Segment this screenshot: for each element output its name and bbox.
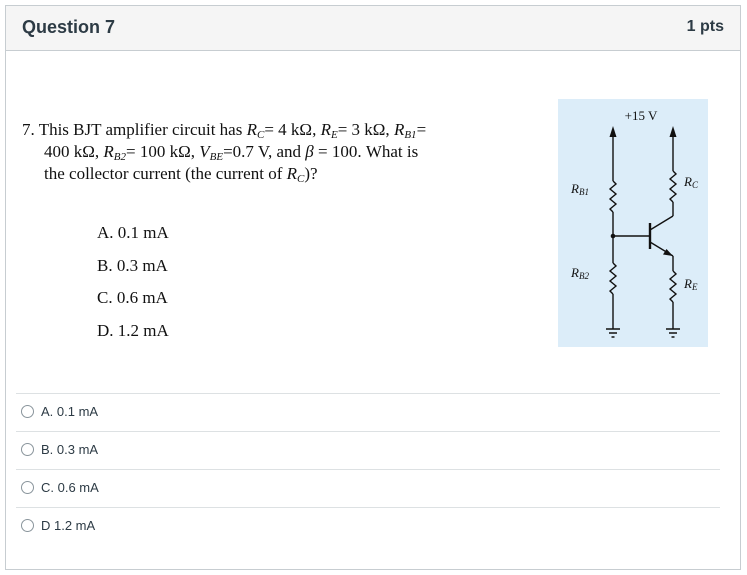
- symbol-re: R: [320, 120, 331, 139]
- question-text-part: )?: [304, 164, 318, 183]
- symbol-rb2-sub: B2: [113, 151, 127, 163]
- question-choice: C. 0.6 mA: [97, 288, 168, 307]
- question-text-part: = 3 kΩ,: [337, 120, 394, 139]
- question-text-part: = 100 kΩ,: [126, 142, 200, 161]
- answer-options: [16, 393, 720, 545]
- radio-button[interactable]: [21, 519, 34, 532]
- rb2-label: RB2: [571, 265, 589, 281]
- symbol-beta: β: [305, 142, 314, 161]
- question-choice-list: [97, 223, 169, 353]
- answer-option[interactable]: [16, 507, 720, 545]
- question-text-part: = 100. What is: [313, 142, 419, 161]
- radio-button[interactable]: [21, 405, 34, 418]
- symbol-rc-sub: C: [257, 129, 265, 141]
- question-text-part: = 4 kΩ,: [264, 120, 321, 139]
- symbol-rc: R: [246, 120, 257, 139]
- question-points: 1 pts: [686, 18, 724, 35]
- symbol-vbe-sub: BE: [209, 151, 224, 163]
- re-label: RE: [684, 276, 698, 292]
- answer-option[interactable]: [16, 469, 720, 507]
- answer-label[interactable]: D 1.2 mA: [41, 518, 96, 533]
- junction-dot: [611, 234, 616, 239]
- question-text-part: This BJT amplifier circuit has: [38, 120, 247, 139]
- answer-label[interactable]: C. 0.6 mA: [41, 480, 99, 495]
- question-number: 7.: [22, 120, 35, 139]
- radio-button[interactable]: [21, 443, 34, 456]
- supply-label: +15 V: [624, 108, 658, 123]
- answer-label[interactable]: A. 0.1 mA: [41, 404, 99, 419]
- rc-label: RC: [684, 174, 698, 190]
- question-text-part: the collector current (the current of: [44, 164, 287, 183]
- question-choice: A. 0.1 mA: [97, 223, 169, 242]
- answer-option[interactable]: [16, 431, 720, 469]
- question-choice: B. 0.3 mA: [97, 255, 168, 275]
- question-text-part: =: [416, 120, 427, 139]
- radio-button[interactable]: [21, 481, 34, 494]
- question-title: Question 7: [22, 17, 116, 37]
- symbol-rc-sub: C: [297, 173, 305, 185]
- question-header: [6, 6, 740, 51]
- question-choice: D. 1.2 mA: [97, 320, 169, 340]
- symbol-rb1: R: [393, 120, 405, 139]
- symbol-re-sub: E: [330, 129, 338, 141]
- question-text-part: 400 kΩ,: [44, 142, 104, 161]
- diagram-background: [558, 99, 708, 347]
- answer-label[interactable]: B. 0.3 mA: [41, 442, 99, 457]
- answer-option[interactable]: [16, 393, 720, 431]
- symbol-rb2: R: [103, 142, 114, 161]
- symbol-rc: R: [286, 164, 297, 183]
- rb1-label: RB1: [571, 181, 589, 197]
- symbol-rb1-sub: B1: [404, 129, 417, 141]
- question-text-part: =0.7 V, and: [223, 142, 306, 161]
- question-text: [22, 119, 492, 185]
- symbol-vbe: V: [199, 142, 210, 161]
- bjt-circuit-diagram: [558, 99, 708, 347]
